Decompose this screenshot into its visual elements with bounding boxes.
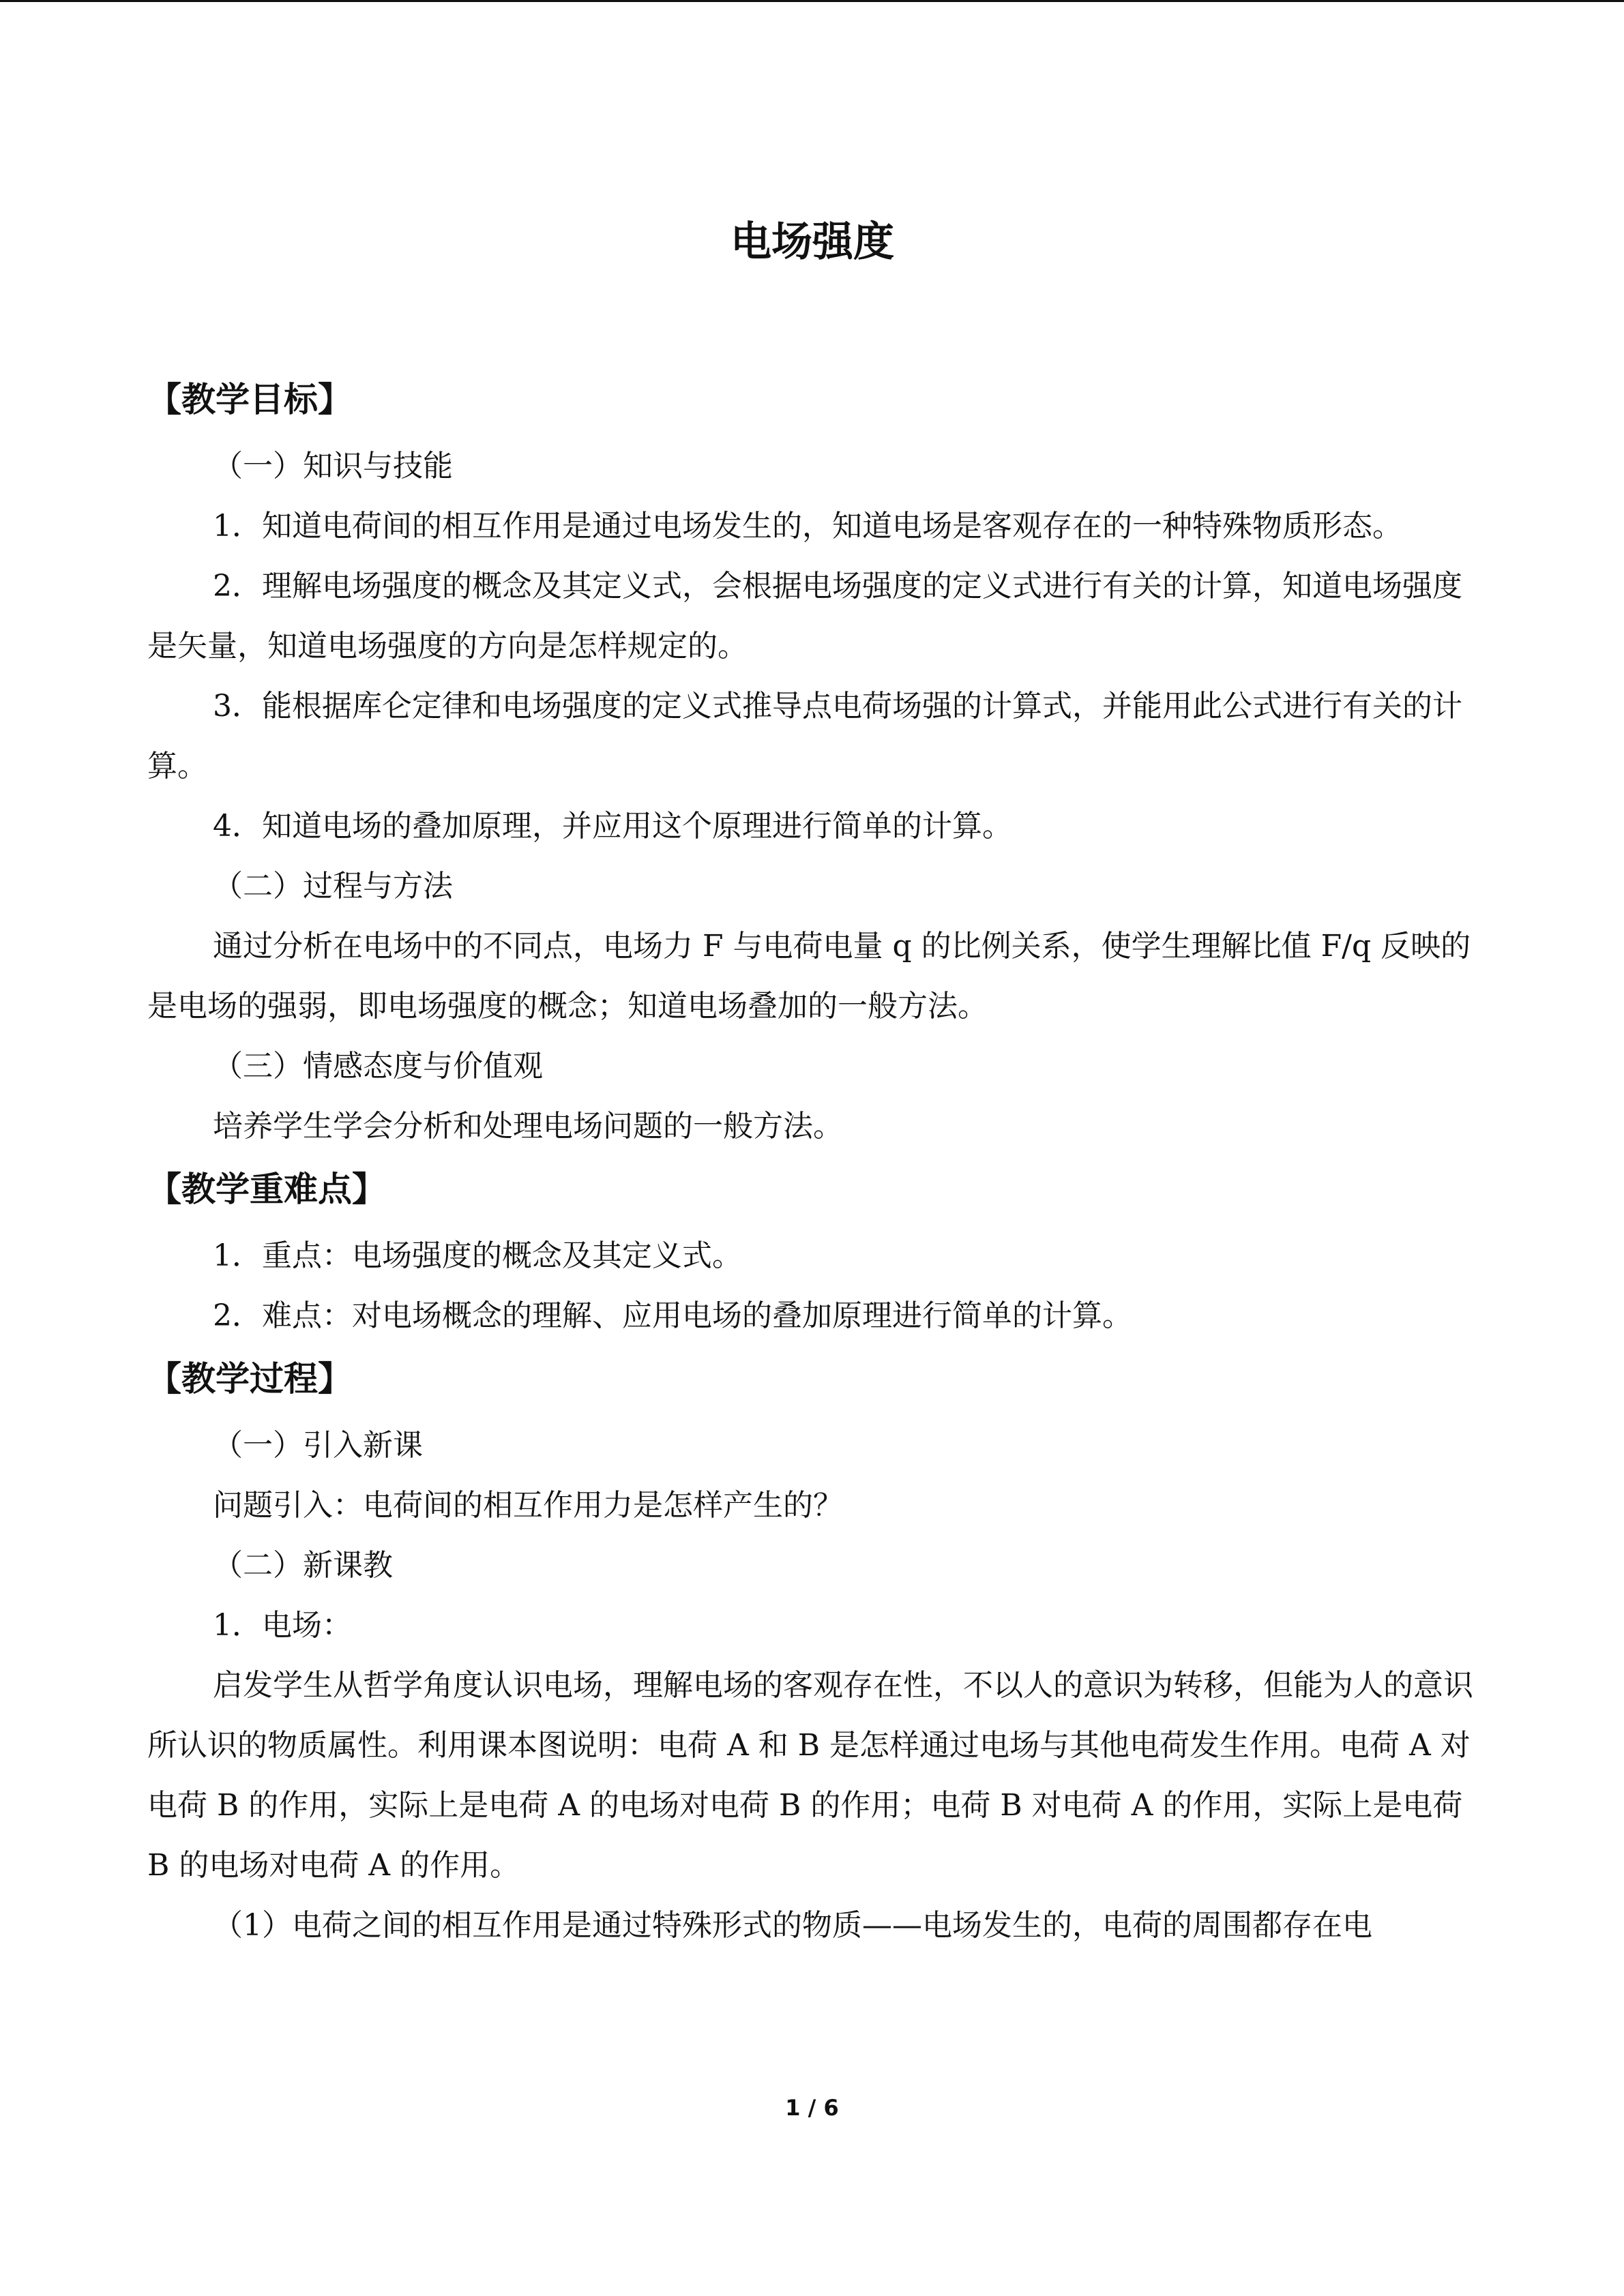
section-key-difficult-points <box>147 1158 1477 1346</box>
key-point-item: 1．重点：电场强度的概念及其定义式。 <box>213 1238 742 1273</box>
process-methods-paragraph: 通过分析在电场中的不同点，电场力 F 与电荷电量 q 的比例关系，使学生理解比值 F/q 反映的是电场的强弱，即电场强度的概念；知道电场叠加的一般方法。 <box>147 929 1471 1024</box>
document-body <box>147 205 1477 1956</box>
objective-item-4: 4．知道电场的叠加原理，并应用这个原理进行简单的计算。 <box>213 809 1012 844</box>
section-teaching-process <box>147 1347 1477 1956</box>
subheading-introduction: （一）引入新课 <box>213 1428 423 1463</box>
subheading-new-lesson: （二）新课教 <box>213 1548 393 1583</box>
section-heading: 【教学过程】 <box>147 1359 352 1399</box>
page-number: 1 / 6 <box>785 2095 839 2121</box>
objective-item-2: 2．理解电场强度的概念及其定义式，会根据电场强度的定义式进行有关的计算，知道电场强度是矢量，知道电场强度的方向是怎样规定的。 <box>147 569 1462 664</box>
topic-electric-field: 1．电场： <box>213 1608 352 1643</box>
attitude-values-paragraph: 培养学生学会分析和处理电场问题的一般方法。 <box>213 1109 843 1144</box>
section-heading: 【教学目标】 <box>147 380 352 419</box>
introduction-question: 问题引入：电荷间的相互作用力是怎样产生的？ <box>213 1488 843 1523</box>
electric-field-paragraph: 启发学生从哲学角度认识电场，理解电场的客观存在性，不以人的意识为转移，但能为人的意识所认识的物质属性。利用课本图说明：电荷 A 和 B 是怎样通过电场与其他电荷发生作用。电荷 A 对电荷 B 的作用，实际上是电荷 A 的电场对电荷 B 的作用；电荷 B 对电荷 A 的作用，实际上是电荷 B 的电场对电荷 A 的作用。 <box>147 1668 1473 1883</box>
difficult-point-item: 2．难点：对电场概念的理解、应用电场的叠加原理进行简单的计算。 <box>213 1298 1132 1333</box>
section-teaching-objectives <box>147 368 1477 1157</box>
section-heading: 【教学重难点】 <box>147 1169 386 1209</box>
subheading-attitude-values: （三）情感态度与价值观 <box>213 1049 543 1084</box>
top-border-line <box>0 0 1624 2</box>
objective-item-3: 3．能根据库仑定律和电场强度的定义式推导点电荷场强的计算式，并能用此公式进行有关的计算。 <box>147 689 1462 784</box>
subheading-knowledge-skills: （一）知识与技能 <box>213 449 453 483</box>
document-title: 电场强度 <box>730 218 894 266</box>
subheading-process-methods: （二）过程与方法 <box>213 869 453 904</box>
electric-field-point-1: （1）电荷之间的相互作用是通过特殊形式的物质——电场发生的，电荷的周围都存在电 <box>213 1908 1372 1943</box>
objective-item-1: 1．知道电荷间的相互作用是通过电场发生的，知道电场是客观存在的一种特殊物质形态。 <box>213 509 1402 543</box>
